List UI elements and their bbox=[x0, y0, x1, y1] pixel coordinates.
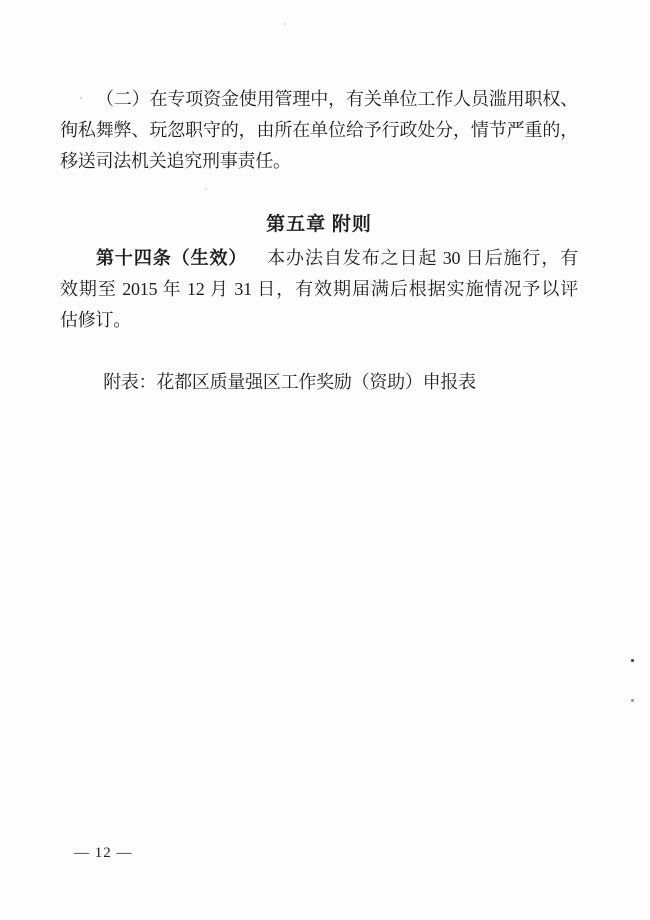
text-line: 估修订。 bbox=[60, 310, 131, 330]
text-line bbox=[60, 243, 578, 274]
scan-speckle bbox=[631, 659, 634, 662]
scan-speckle bbox=[284, 23, 286, 25]
scan-speckle bbox=[205, 188, 207, 190]
article-body-start: 本办法自发布之日起 30 日后施行，有 bbox=[267, 248, 579, 268]
paragraph-penalty-clause bbox=[60, 84, 578, 177]
text-line: 徇私舞弊、玩忽职守的，由所在单位给予行政处分，情节严重的， bbox=[60, 120, 578, 140]
chapter-heading: 第五章 附则 bbox=[266, 214, 372, 235]
paragraph-article-14 bbox=[60, 243, 578, 336]
attachment-note: 附表：花都区质量强区工作奖励（资助）申报表 bbox=[103, 372, 476, 392]
article-number-label: 第十四条（生效） bbox=[96, 248, 248, 268]
text-line: 移送司法机关追究刑事责任。 bbox=[60, 151, 291, 171]
text-line: 效期至 2015 年 12 月 31 日，有效期届满后根据实施情况予以评 bbox=[60, 279, 578, 299]
scan-speckle bbox=[80, 97, 82, 99]
text-line: （二）在专项资金使用管理中，有关单位工作人员滥用职权、 bbox=[96, 89, 578, 109]
scan-speckle bbox=[631, 699, 634, 702]
page-number: — 12 — bbox=[74, 845, 133, 861]
